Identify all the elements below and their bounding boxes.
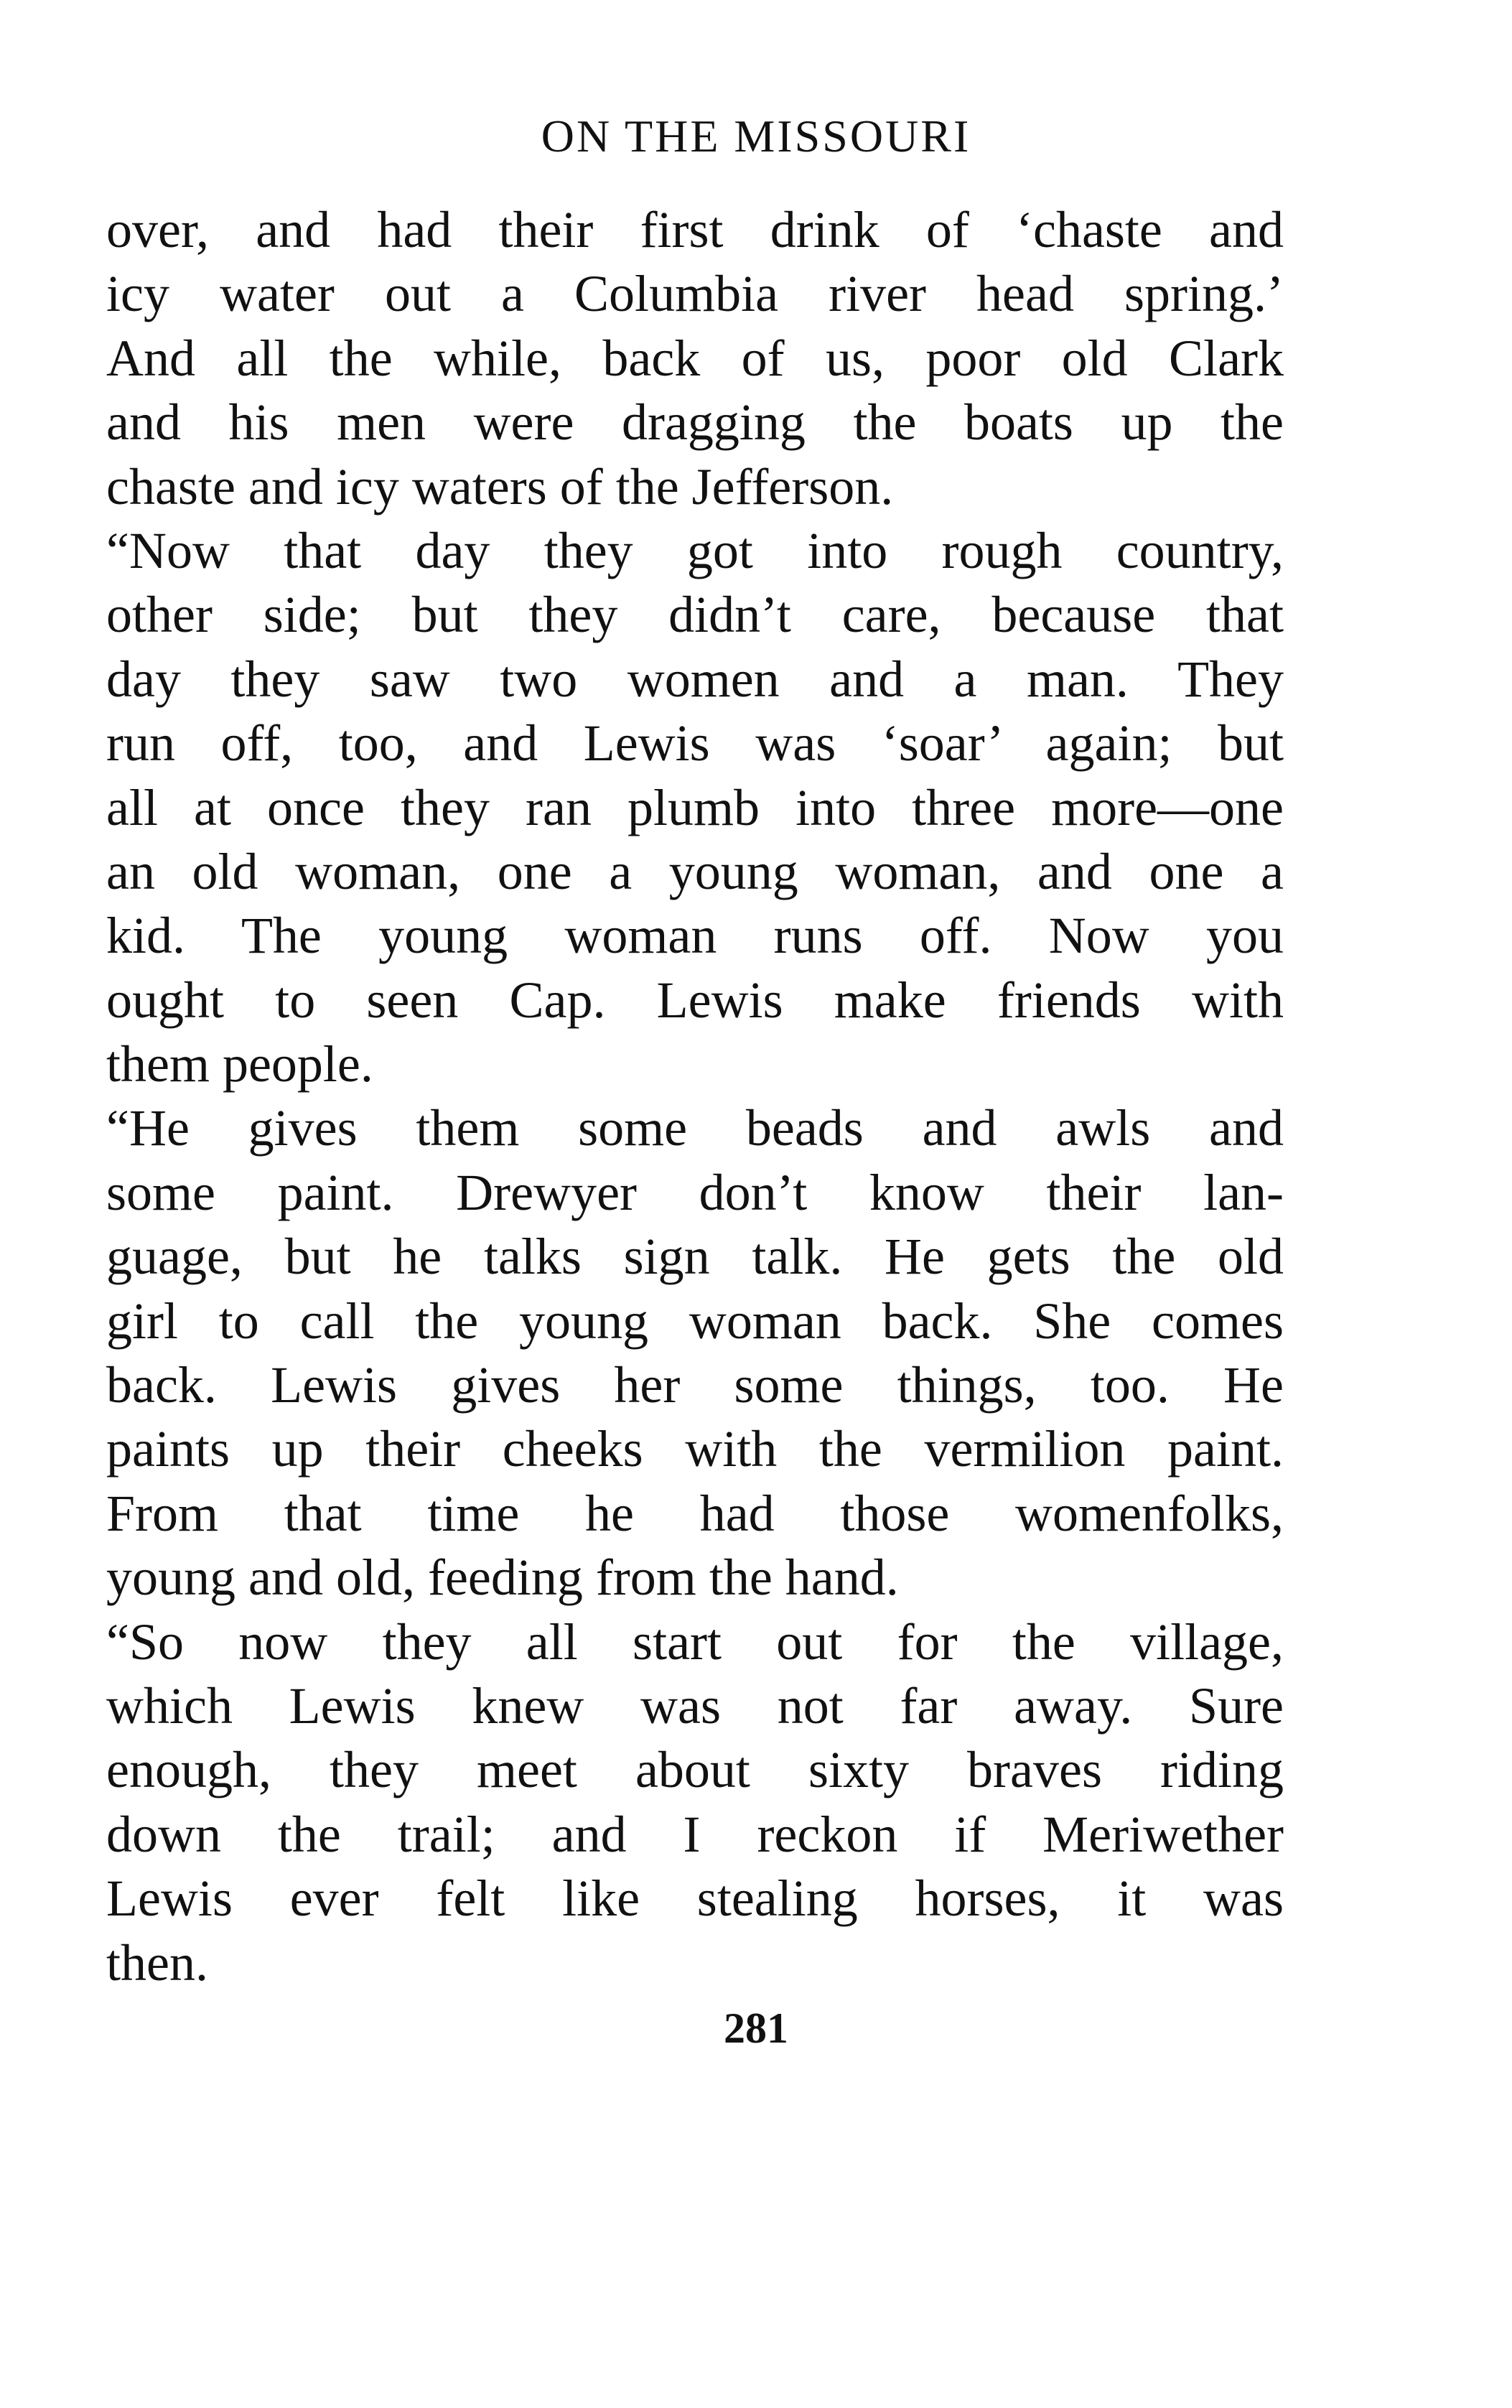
text-line: “Now that day they got into rough country, — [106, 521, 1284, 579]
text-line: back. Lewis gives her some things, too. He — [106, 1356, 1284, 1414]
running-head: ON THE MISSOURI — [541, 111, 971, 162]
text-line: girl to call the young woman back. She comes — [106, 1292, 1284, 1350]
text-line: and his men were dragging the boats up the — [106, 393, 1284, 452]
text-line: “He gives them some beads and awls and — [106, 1099, 1284, 1157]
text-line: “So now they all start out for the village, — [106, 1613, 1284, 1671]
body-text — [106, 198, 1284, 1995]
text-line: ought to seen Cap. Lewis make friends with — [106, 971, 1284, 1029]
text-line: guage, but he talks sign talk. He gets the old — [106, 1228, 1284, 1286]
text-line: young and old, feeding from the hand. — [106, 1549, 899, 1607]
page-number: 281 — [724, 2005, 788, 2052]
text-line: kid. The young woman runs off. Now you — [106, 907, 1284, 965]
text-line: them people. — [106, 1035, 373, 1093]
text-line: chaste and icy waters of the Jefferson. — [106, 457, 894, 515]
text-line: over, and had their first drink of ‘chaste and — [106, 201, 1284, 258]
text-line: enough, they meet about sixty braves riding — [106, 1741, 1284, 1799]
text-line: all at once they ran plumb into three more—one — [106, 778, 1284, 836]
text-line: Lewis ever felt like stealing horses, it was — [106, 1870, 1284, 1928]
text-line: From that time he had those womenfolks, — [106, 1484, 1284, 1542]
text-line: some paint. Drewyer don’t know their lan- — [106, 1163, 1284, 1221]
text-line: And all the while, back of us, poor old Clark — [106, 329, 1284, 387]
text-line: then. — [106, 1933, 208, 1992]
text-line: day they saw two women and a man. They — [106, 650, 1284, 708]
text-line: paints up their cheeks with the vermilion paint. — [106, 1420, 1284, 1478]
text-line: other side; but they didn’t care, because that — [106, 586, 1284, 644]
text-line: an old woman, one a young woman, and one a — [106, 842, 1284, 900]
text-line: run off, too, and Lewis was ‘soar’ again; but — [106, 714, 1284, 773]
text-line: down the trail; and I reckon if Meriwether — [106, 1805, 1284, 1863]
text-line: which Lewis knew was not far away. Sure — [106, 1676, 1284, 1735]
text-line: icy water out a Columbia river head spring.’ — [106, 265, 1284, 323]
